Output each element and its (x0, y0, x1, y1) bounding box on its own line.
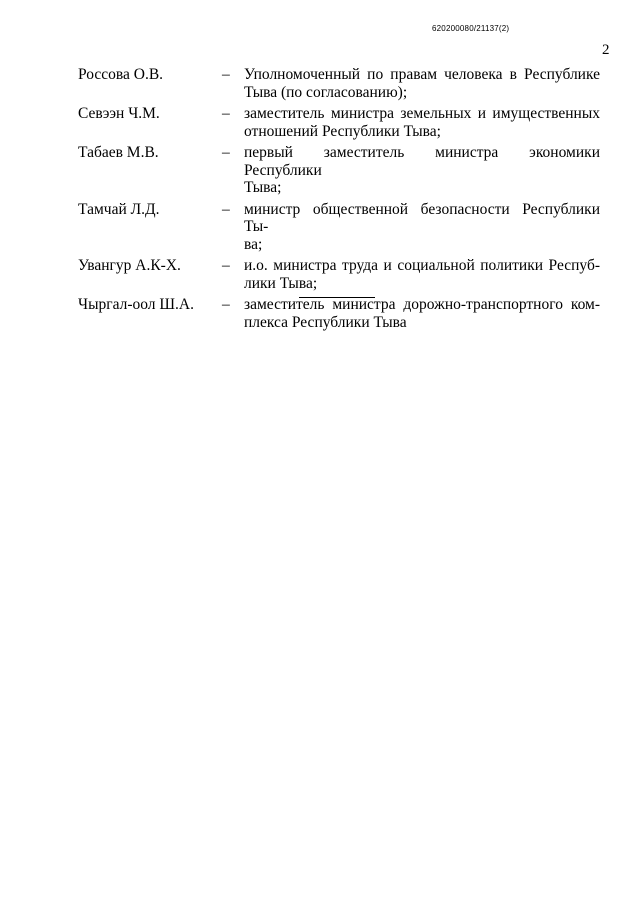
end-of-list-divider (299, 297, 375, 298)
member-name: Табаев М.В. (78, 144, 159, 161)
member-role (244, 105, 600, 140)
member-role (244, 144, 600, 197)
member-role-line: министр общественной безопасности Республики Ты- (244, 200, 600, 235)
page-number: 2 (602, 42, 610, 58)
member-name: Севээн Ч.М. (78, 105, 160, 122)
member-role-line: заместитель министра земельных и имущественных (244, 105, 600, 122)
member-role-line: отношений Республики Тыва; (244, 122, 441, 140)
member-role-line: лики Тыва; (244, 274, 318, 292)
member-dash: – (222, 66, 230, 83)
member-role-line: Уполномоченный по правам человека в Республике (244, 66, 600, 83)
member-role (244, 257, 600, 292)
member-role-line: Тыва (по согласованию); (244, 83, 408, 101)
member-name: Чыргал-оол Ш.А. (78, 296, 194, 313)
member-role-line: плекса Республики Тыва (244, 313, 407, 331)
member-role-line: первый заместитель министра экономики Республики (244, 144, 600, 179)
member-role-line: ва; (244, 235, 263, 253)
member-role (244, 296, 600, 331)
member-role-line: заместитель министра дорожно-транспортного ком- (244, 296, 600, 313)
member-row (78, 66, 600, 101)
member-dash: – (222, 257, 230, 274)
member-row (78, 296, 600, 331)
member-dash: – (222, 296, 230, 313)
member-row (78, 257, 600, 292)
member-name: Увангур А.К-Х. (78, 257, 181, 274)
member-role (244, 201, 600, 254)
member-name: Россова О.В. (78, 66, 164, 83)
document-id: 620200080/21137(2) (432, 24, 510, 33)
member-name: Тамчай Л.Д. (78, 200, 160, 218)
member-row (78, 105, 600, 140)
members-list (78, 66, 600, 335)
member-row (78, 144, 600, 197)
member-dash: – (222, 105, 230, 122)
member-role-line: Тыва; (244, 179, 282, 196)
member-row (78, 201, 600, 254)
member-role (244, 66, 600, 101)
member-dash: – (222, 144, 230, 161)
member-dash: – (222, 200, 230, 218)
member-role-line: и.о. министра труда и социальной политики Респуб- (244, 257, 600, 274)
